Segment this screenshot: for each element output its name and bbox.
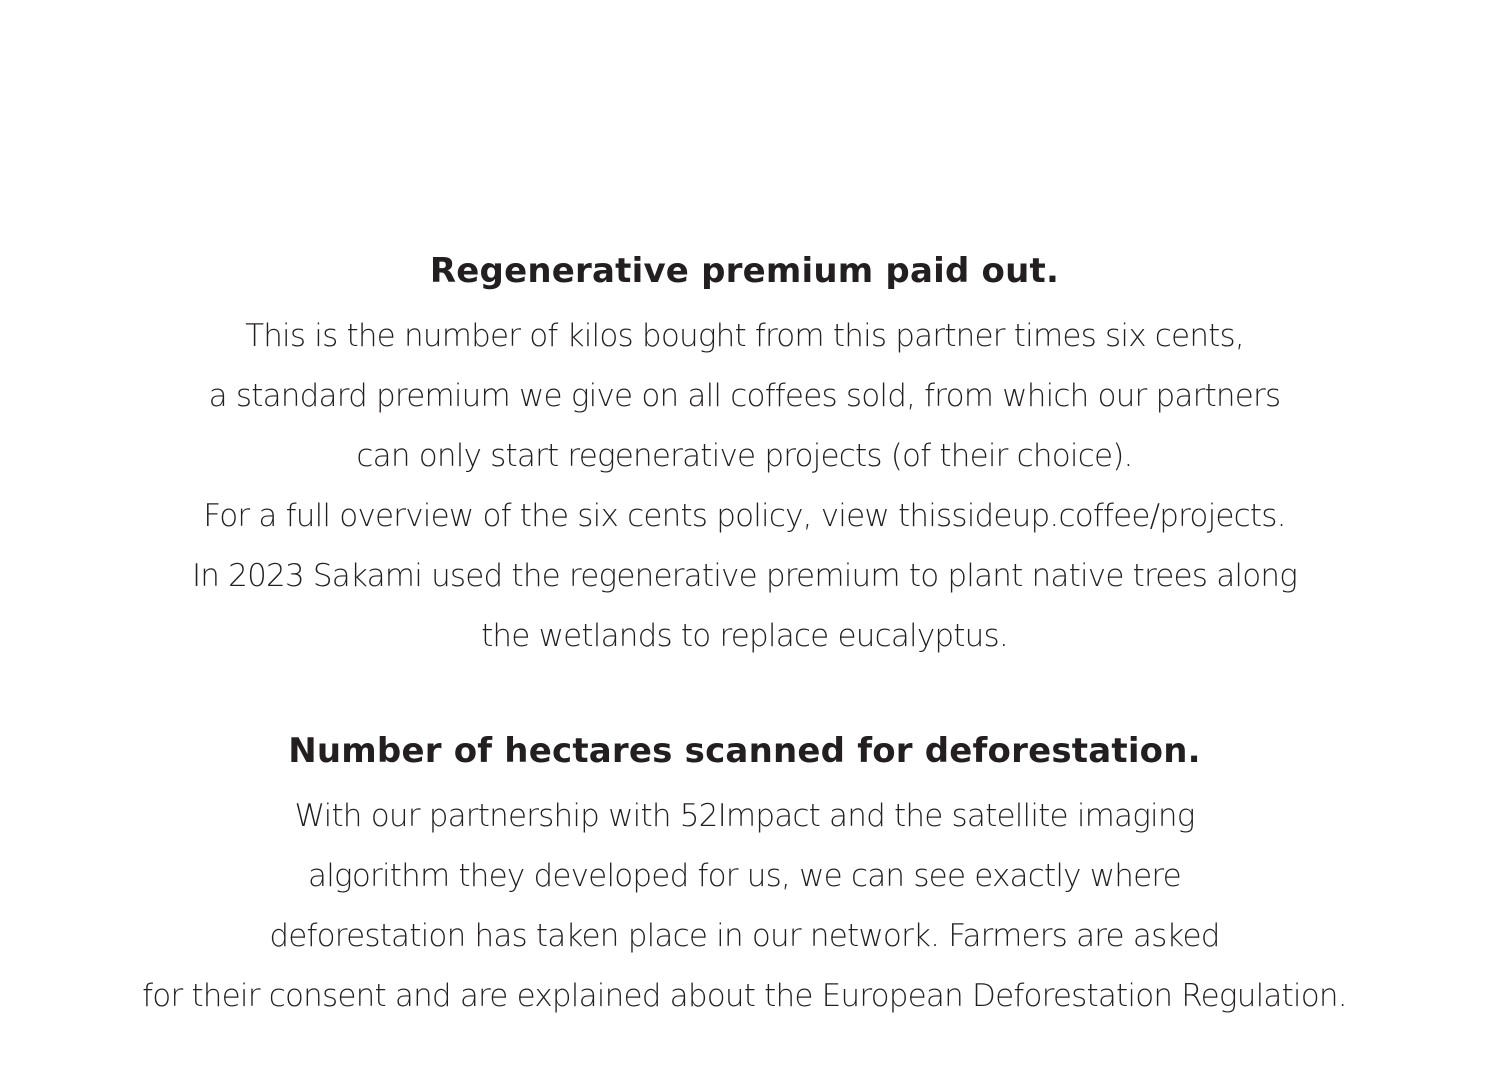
body-line: This is the number of kilos bought from this partner times six cents,: [245, 318, 1244, 354]
body-line: algorithm they developed for us, we can see exactly where: [308, 858, 1181, 894]
body-line: For a full overview of the six cents policy, view thissideup.coffee/projects.: [203, 498, 1286, 534]
body-line: With our partnership with 52Impact and the satellite imaging: [294, 798, 1195, 834]
body-line: In 2023 Sakami used the regenerative premium to plant native trees along: [191, 558, 1298, 594]
deforestation-scan-section: [0, 726, 1489, 1026]
body-line: for their consent and are explained about the European Deforestation Regulation.: [142, 978, 1347, 1014]
section-heading: Number of hectares scanned for deforestation.: [288, 731, 1201, 771]
body-line: deforestation has taken place in our network. Farmers are asked: [269, 918, 1220, 954]
section-body: [0, 306, 1489, 666]
body-line: can only start regenerative projects (of their choice).: [356, 438, 1133, 474]
body-line: a standard premium we give on all coffees sold, from which our partners: [208, 378, 1281, 414]
body-line: the wetlands to replace eucalyptus.: [481, 618, 1008, 654]
section-heading: Regenerative premium paid out.: [429, 251, 1060, 291]
section-body: [0, 786, 1489, 1026]
regenerative-premium-section: [0, 246, 1489, 666]
